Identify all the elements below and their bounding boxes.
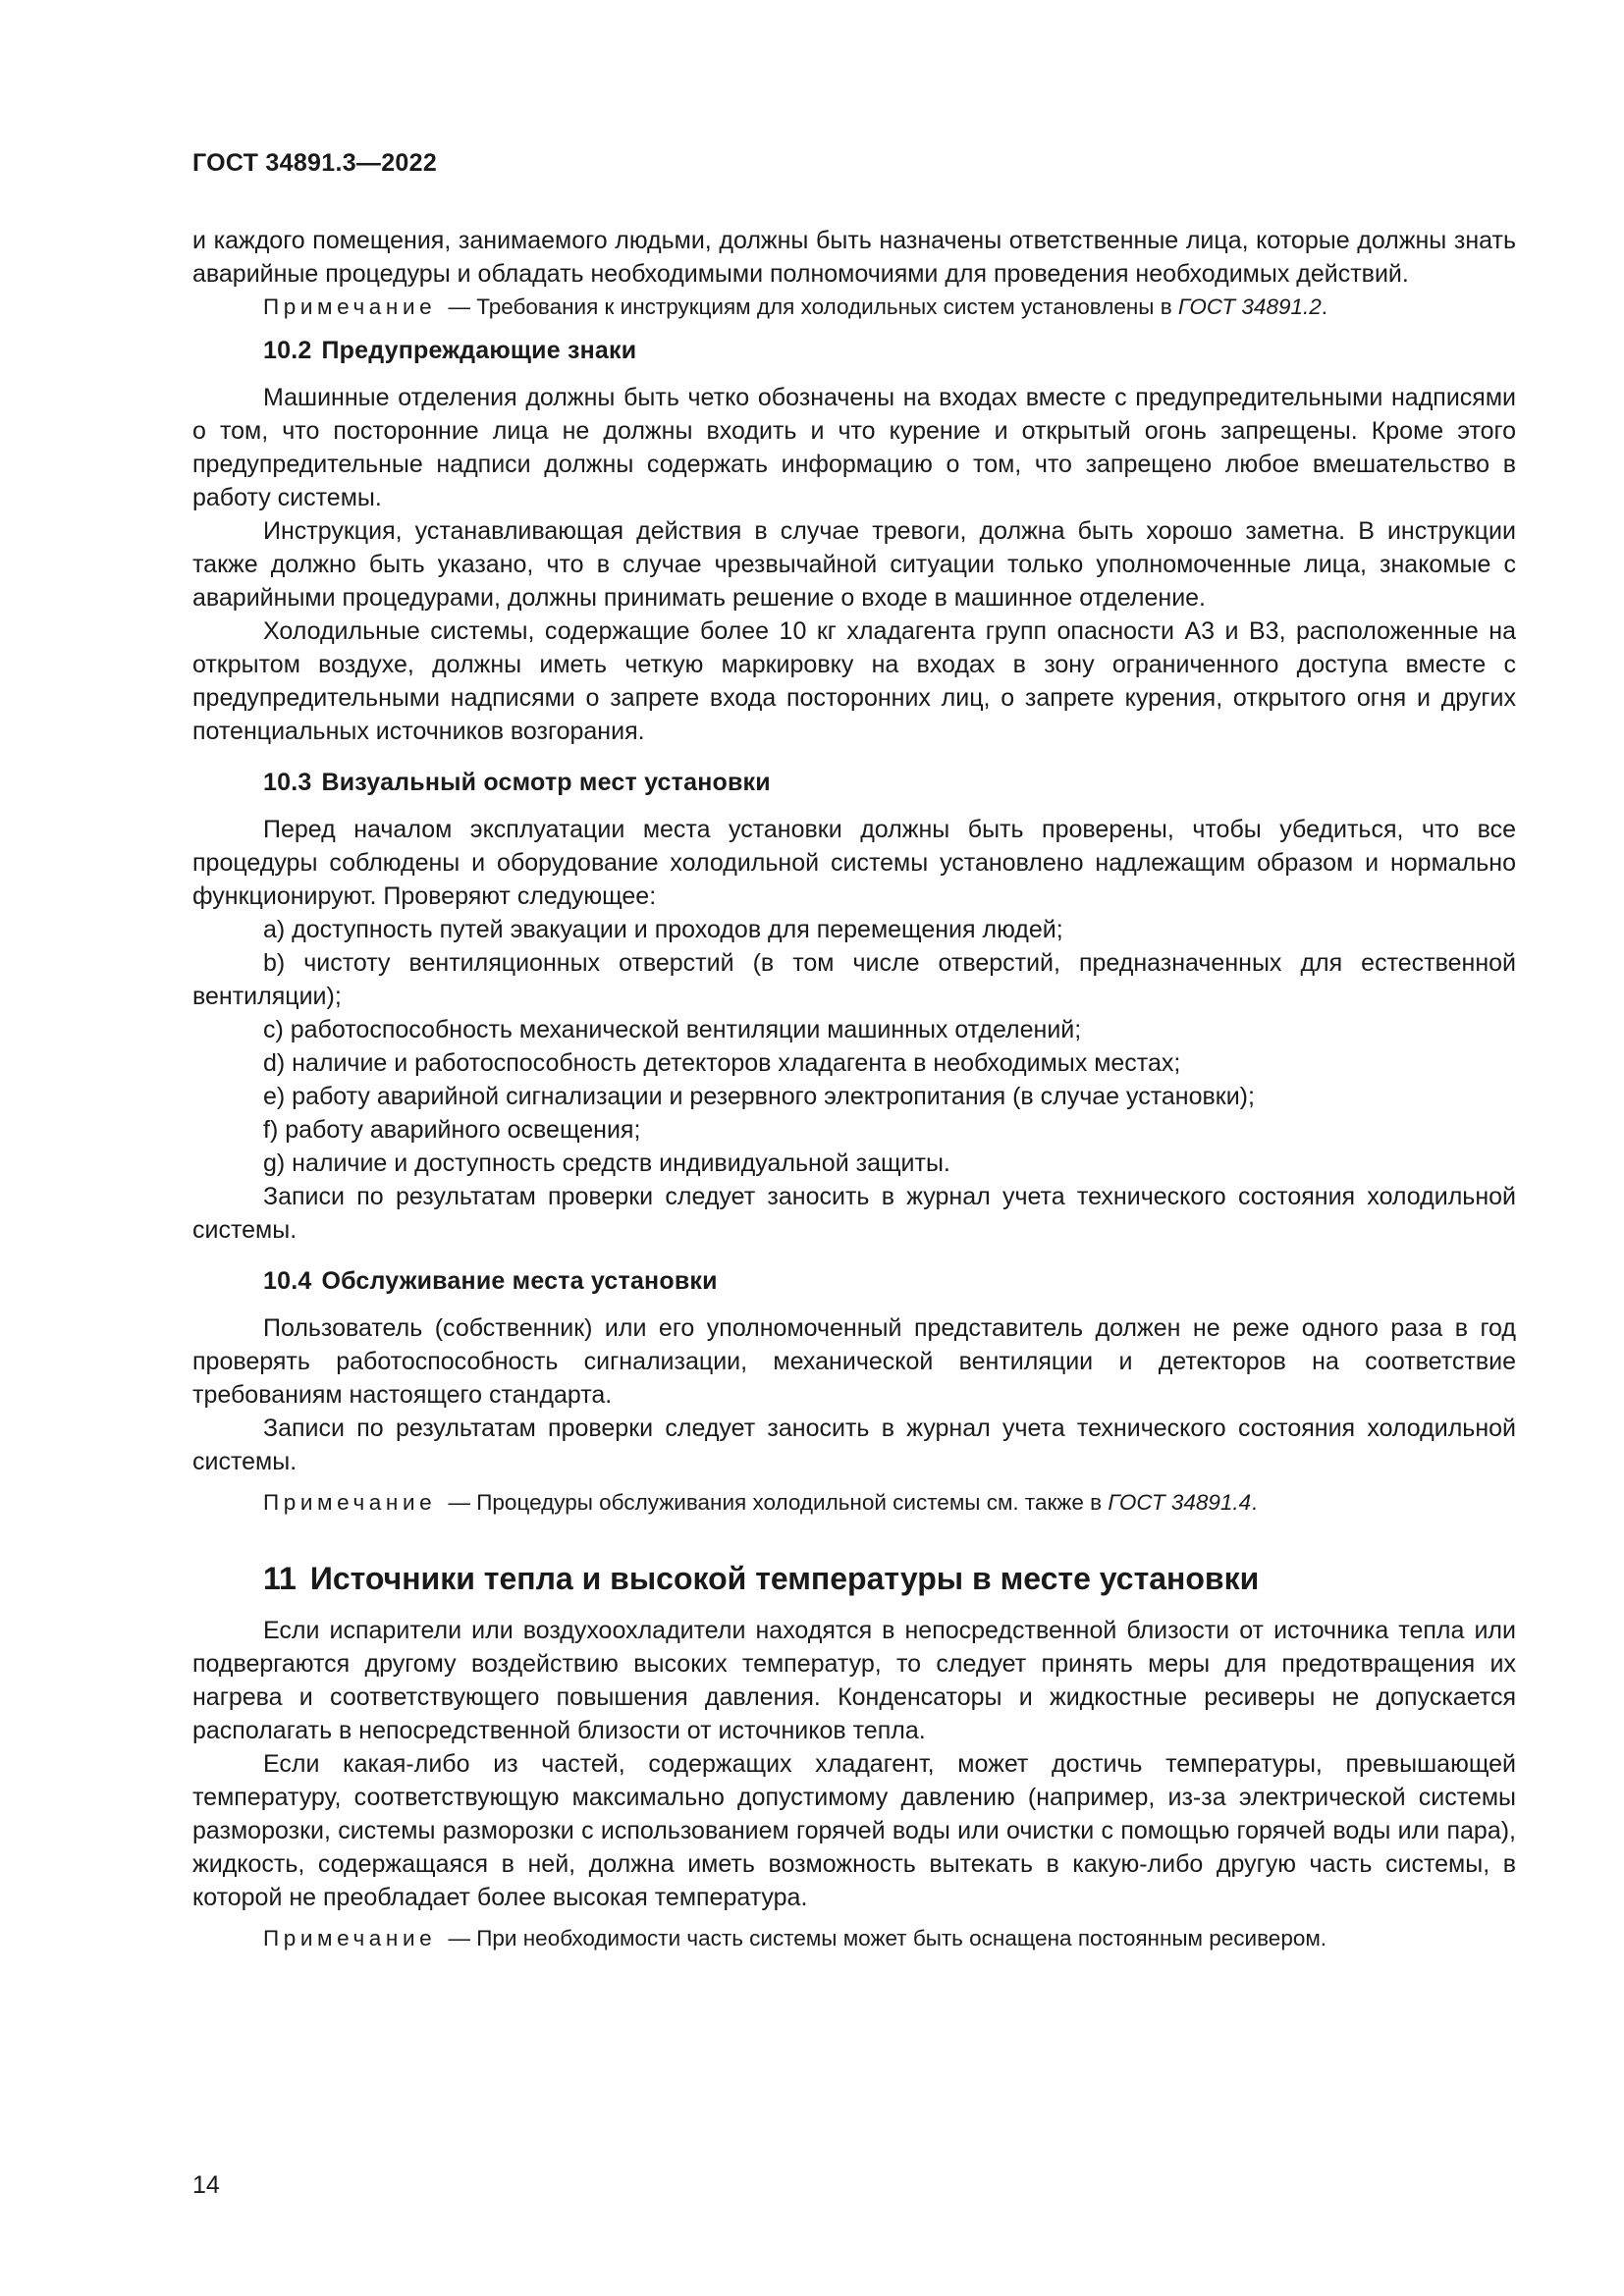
intro-paragraph: и каждого помещения, занимаемого людьми, должны быть назначены ответственные лица, которые должны знать аварийные процедуры и обладать необходимыми полномочиями для проведения необходимых действий. <box>192 227 1516 288</box>
paragraph: Машинные отделения должны быть четко обозначены на входах вместе с предупредительными надписями о том, что посторонние лица не должны входить и что курение и открытый огонь запрещены. Кроме этого предупредительные надписи должны содержать информацию о том, что запрещено любое вмешательство в работу системы. <box>192 384 1516 511</box>
list-item: g) наличие и доступность средств индивидуальной защиты. <box>263 1149 950 1177</box>
heading-number: 10.2 <box>263 337 312 364</box>
paragraph: Инструкция, устанавливающая действия в случае тревоги, должна быть хорошо заметна. В инструкции также должно быть указано, что в случае чрезвычайной ситуации только уполномоченные лица, знакомые с аварийными процедурами, должны принимать решение о входе в машинное отделение. <box>192 517 1516 612</box>
heading-number: 10.3 <box>263 769 312 796</box>
note-11 <box>192 1922 1516 1955</box>
list-item: d) наличие и работоспособность детекторов хладагента в необходимых местах; <box>263 1049 1181 1077</box>
page-content <box>192 224 1516 1955</box>
paragraph: Записи по результатам проверки следует заносить в журнал учета технического состояния холодильной системы. <box>192 1415 1516 1475</box>
heading-11 <box>192 1559 1516 1598</box>
list-item: a) доступность путей эвакуации и проходов для перемещения людей; <box>263 916 1063 943</box>
heading-number: 11 <box>263 1561 297 1596</box>
paragraph: Если какая-либо из частей, содержащих хладагент, может достичь температуры, превышающей температуру, соответствующую максимально допустимому давлению (например, из-за электрической системы разморозки, системы разморозки с использованием горячей воды или очистки с помощью горячей воды или пара), жидкость, содержащаяся в ней, должна иметь возможность вытекать в какую-либо другую часть системы, в которой не преобладает более высокая температура. <box>192 1750 1516 1911</box>
paragraph: Холодильные системы, содержащие более 10 кг хладагента групп опасности А3 и В3, расположенные на открытом воздухе, должны иметь четкую маркировку на входах в зону ограниченного доступа вместе с предупредительными надписями о запрете входа посторонних лиц, о запрете курения, открытого огня и других потенциальных источников возгорания. <box>192 617 1516 745</box>
page-number: 14 <box>192 2171 220 2199</box>
note-end: . <box>1251 1490 1258 1515</box>
heading-number: 10.4 <box>263 1267 312 1295</box>
note-label: Примечание <box>263 1490 437 1515</box>
heading-10-4 <box>192 1264 1516 1298</box>
heading-title: Предупреждающие знаки <box>321 337 637 364</box>
heading-10-2 <box>192 334 1516 367</box>
heading-title: Визуальный осмотр мест установки <box>321 769 771 796</box>
note-label: Примечание <box>263 294 437 319</box>
paragraph: Если испарители или воздухоохладители находятся в непосредственной близости от источника тепла или подвергаются другому воздействию высоких температур, то следует принять меры для предотвращения их нагрева и соответствующего повышения давления. Конденсаторы и жидкостные ресиверы не допускается располагать в непосредственной близости от источников тепла. <box>192 1617 1516 1744</box>
paragraph: Записи по результатам проверки следует заносить в журнал учета технического состояния холодильной системы. <box>192 1183 1516 1244</box>
note-end: . <box>1321 294 1328 319</box>
list-item: c) работоспособность механической вентиляции машинных отделений; <box>263 1016 1082 1043</box>
heading-title: Обслуживание места установки <box>321 1267 718 1295</box>
note-reference: ГОСТ 34891.2 <box>1177 294 1322 319</box>
heading-title: Источники тепла и высокой температуры в месте установки <box>309 1561 1260 1596</box>
note-text: — При необходимости часть системы может быть оснащена постоянным ресивером. <box>448 1926 1327 1950</box>
paragraph: Пользователь (собственник) или его уполномоченный представитель должен не реже одного раза в год проверять работоспособность сигнализации, механической вентиляции и детекторов на соответствие требованиям настоящего стандарта. <box>192 1314 1516 1409</box>
note-reference: ГОСТ 34891.4 <box>1108 1490 1252 1515</box>
note-label: Примечание <box>263 1926 437 1950</box>
list-item: f) работу аварийного освещения; <box>263 1116 641 1144</box>
note-text: — Процедуры обслуживания холодильной системы см. также в <box>448 1490 1103 1515</box>
paragraph: Перед началом эксплуатации места установки должны быть проверены, чтобы убедиться, что все процедуры соблюдены и оборудование холодильной системы установлено надлежащим образом и нормально функционируют. Проверяют следующее: <box>192 816 1516 910</box>
note-10-4 <box>192 1486 1516 1520</box>
heading-10-3 <box>192 766 1516 799</box>
list-item: b) чистоту вентиляционных отверстий (в том числе отверстий, предназначенных для естественной вентиляции); <box>192 949 1516 1010</box>
document-header: ГОСТ 34891.3—2022 <box>192 149 438 177</box>
list-item: e) работу аварийной сигнализации и резервного электропитания (в случае установки); <box>263 1083 1255 1110</box>
note-text: — Требования к инструкциям для холодильных систем установлены в <box>448 294 1172 319</box>
note-10-1 <box>192 291 1516 324</box>
